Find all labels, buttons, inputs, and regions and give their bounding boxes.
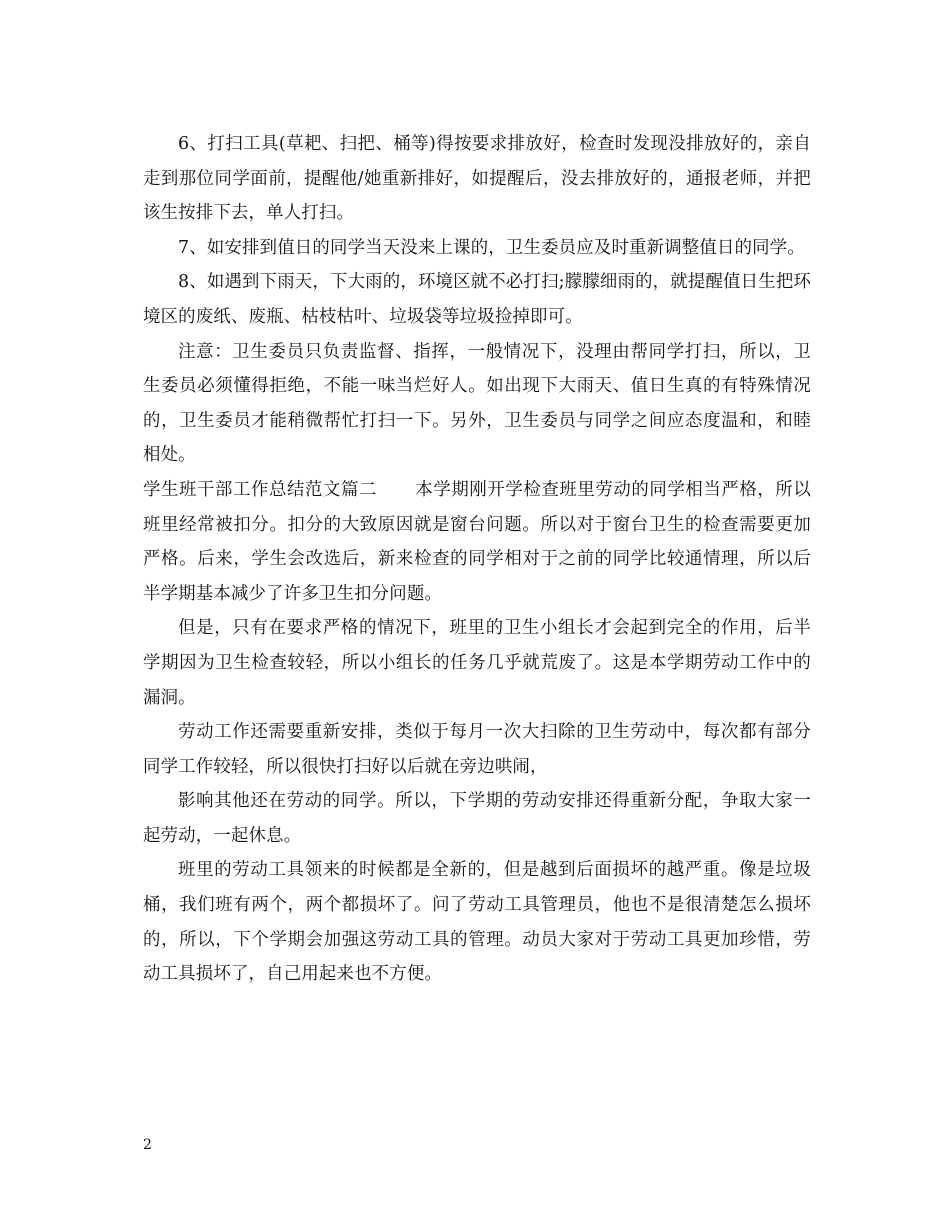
section-paragraph	[143, 473, 811, 611]
page-number: 2	[143, 1137, 152, 1153]
paragraph-item-7: 7、如安排到值日的同学当天没来上课的，卫生委员应及时重新调整值日的同学。	[178, 237, 805, 258]
paragraph-strictness: 但是，只有在要求严格的情况下，班里的卫生小组长才会起到完全的作用，后半学期因为卫生检查较轻，所以小组长的任务几乎就荒废了。这是本学期劳动工作中的漏洞。	[143, 618, 811, 708]
section-heading: 学生班干部工作总结范文篇二	[143, 479, 377, 500]
paragraph-note: 注意：卫生委员只负责监督、指挥，一般情况下，没理由帮同学打扫，所以，卫生委员必须懂得拒绝，不能一味当烂好人。如出现下大雨天、值日生真的有特殊情况的，卫生委员才能稍微帮忙打扫一下。另外，卫生委员与同学之间应态度温和，和睦相处。	[143, 341, 811, 466]
document-body	[143, 127, 811, 992]
paragraph-tools: 班里的劳动工具领来的时候都是全新的，但是越到后面损坏的越严重。像是垃圾桶，我们班有两个，两个都损坏了。问了劳动工具管理员，他也不是很清楚怎么损坏的，所以，下个学期会加强这劳动工具的管理。动员大家对于劳动工具更加珍惜，劳动工具损坏了，自己用起来也不方便。	[143, 860, 811, 985]
section-first-paragraph: 本学期刚开学检查班里劳动的同学相当严格，所以班里经常被扣分。扣分的大致原因就是窗台问题。所以对于窗台卫生的检查需要更加严格。后来，学生会改选后，新来检查的同学相对于之前的同学比较通情理，所以后半学期基本减少了许多卫生扣分问题。	[143, 479, 811, 604]
paragraph-redistribute: 影响其他还在劳动的同学。所以，下学期的劳动安排还得重新分配，争取大家一起劳动，一起休息。	[143, 791, 811, 846]
paragraph-item-6: 6、打扫工具(草耙、扫把、桶等)得按要求排放好，检查时发现没排放好的，亲自走到那位同学面前，提醒他/她重新排好，如提醒后，没去排放好的，通报老师，并把该生按排下去，单人打扫。	[143, 134, 811, 224]
paragraph-rearrange: 劳动工作还需要重新安排，类似于每月一次大扫除的卫生劳动中，每次都有部分同学工作较轻，所以很快打扫好以后就在旁边哄闹，	[143, 722, 811, 777]
paragraph-item-8: 8、如遇到下雨天，下大雨的，环境区就不必打扫;朦朦细雨的，就提醒值日生把环境区的废纸、废瓶、枯枝枯叶、垃圾袋等垃圾捡掉即可。	[143, 272, 811, 327]
